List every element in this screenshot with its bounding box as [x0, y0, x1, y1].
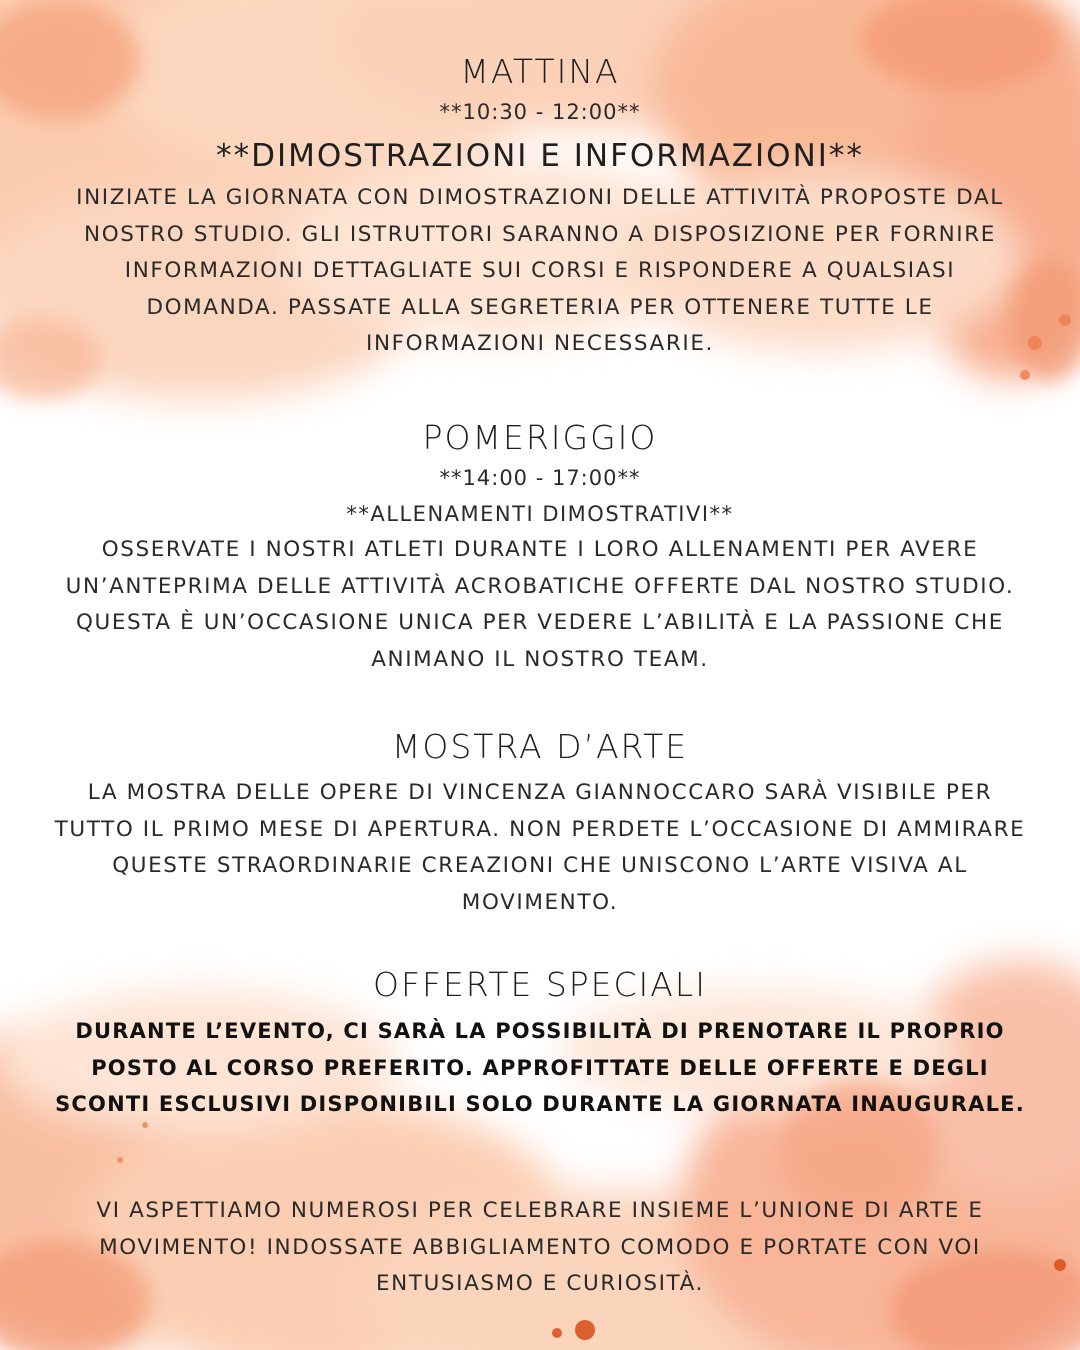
- mostra-description: LA MOSTRA DELLE OPERE DI VINCENZA GIANNOCCARO SARÀ VISIBILE PER TUTTO IL PRIMO MESE DI APERTURA. NON PERDETE L’OCCASIONE DI AMMIRARE QUESTE STRAORDINARIE CREAZIONI CHE UNISCONO L’ARTE VISIVA AL MOVIMENTO.: [54, 780, 1026, 915]
- pomeriggio-description: OSSERVATE I NOSTRI ATLETI DURANTE I LORO ALLENAMENTI PER AVERE UN’ANTEPRIMA DELLE ATTIVITÀ ACROBATICHE OFFERTE DAL NOSTRO STUDIO. QUESTA È UN’OCCASIONE UNICA PER VEDERE L’ABILITÀ E LA PASSIONE CHE ANIMANO IL NOSTRO TEAM.: [65, 537, 1015, 672]
- section-pomeriggio: [40, 418, 1040, 678]
- pomeriggio-title: POMERIGGIO: [422, 418, 658, 457]
- section-closing: [40, 1193, 1040, 1303]
- mattina-description: INIZIATE LA GIORNATA CON DIMOSTRAZIONI DELLE ATTIVITÀ PROPOSTE DAL NOSTRO STUDIO. GLI ISTRUTTORI SARANNO A DISPOSIZIONE PER FORNIRE INFORMAZIONI DETTAGLIATE SUI CORSI E RISPONDERE A QUALSIASI DOMANDA. PASSATE ALLA SEGRETERIA PER OTTENERE TUTTE LE INFORMAZIONI NECESSARIE.: [76, 185, 1004, 356]
- offerte-title: OFFERTE SPECIALI: [373, 965, 707, 1004]
- section-mostra: [40, 727, 1040, 921]
- section-offerte: [40, 965, 1040, 1123]
- pomeriggio-subtitle: **ALLENAMENTI DIMOSTRATIVI**: [346, 502, 734, 526]
- mostra-title: MOSTRA D’ARTE: [391, 727, 689, 766]
- closing-message: VI ASPETTIAMO NUMEROSI PER CELEBRARE INSIEME L’UNIONE DI ARTE E MOVIMENTO! INDOSSATE ABBIGLIAMENTO COMODO E PORTATE CON VOI ENTUSIASMO E CURIOSITÀ.: [96, 1198, 984, 1296]
- mattina-subtitle: **DIMOSTRAZIONI E INFORMAZIONI**: [216, 138, 864, 174]
- mattina-title: MATTINA: [460, 52, 620, 91]
- offerte-description: DURANTE L’EVENTO, CI SARÀ LA POSSIBILITÀ DI PRENOTARE IL PROPRIO POSTO AL CORSO PREFERITO. APPROFITTATE DELLE OFFERTE E DEGLI SCONTI ESCLUSIVI DISPONIBILI SOLO DURANTE LA GIORNATA INAUGURALE.: [55, 1019, 1025, 1116]
- section-mattina: [40, 52, 1040, 363]
- pomeriggio-time: **14:00 - 17:00**: [439, 466, 641, 490]
- mattina-time: **10:30 - 12:00**: [439, 100, 641, 124]
